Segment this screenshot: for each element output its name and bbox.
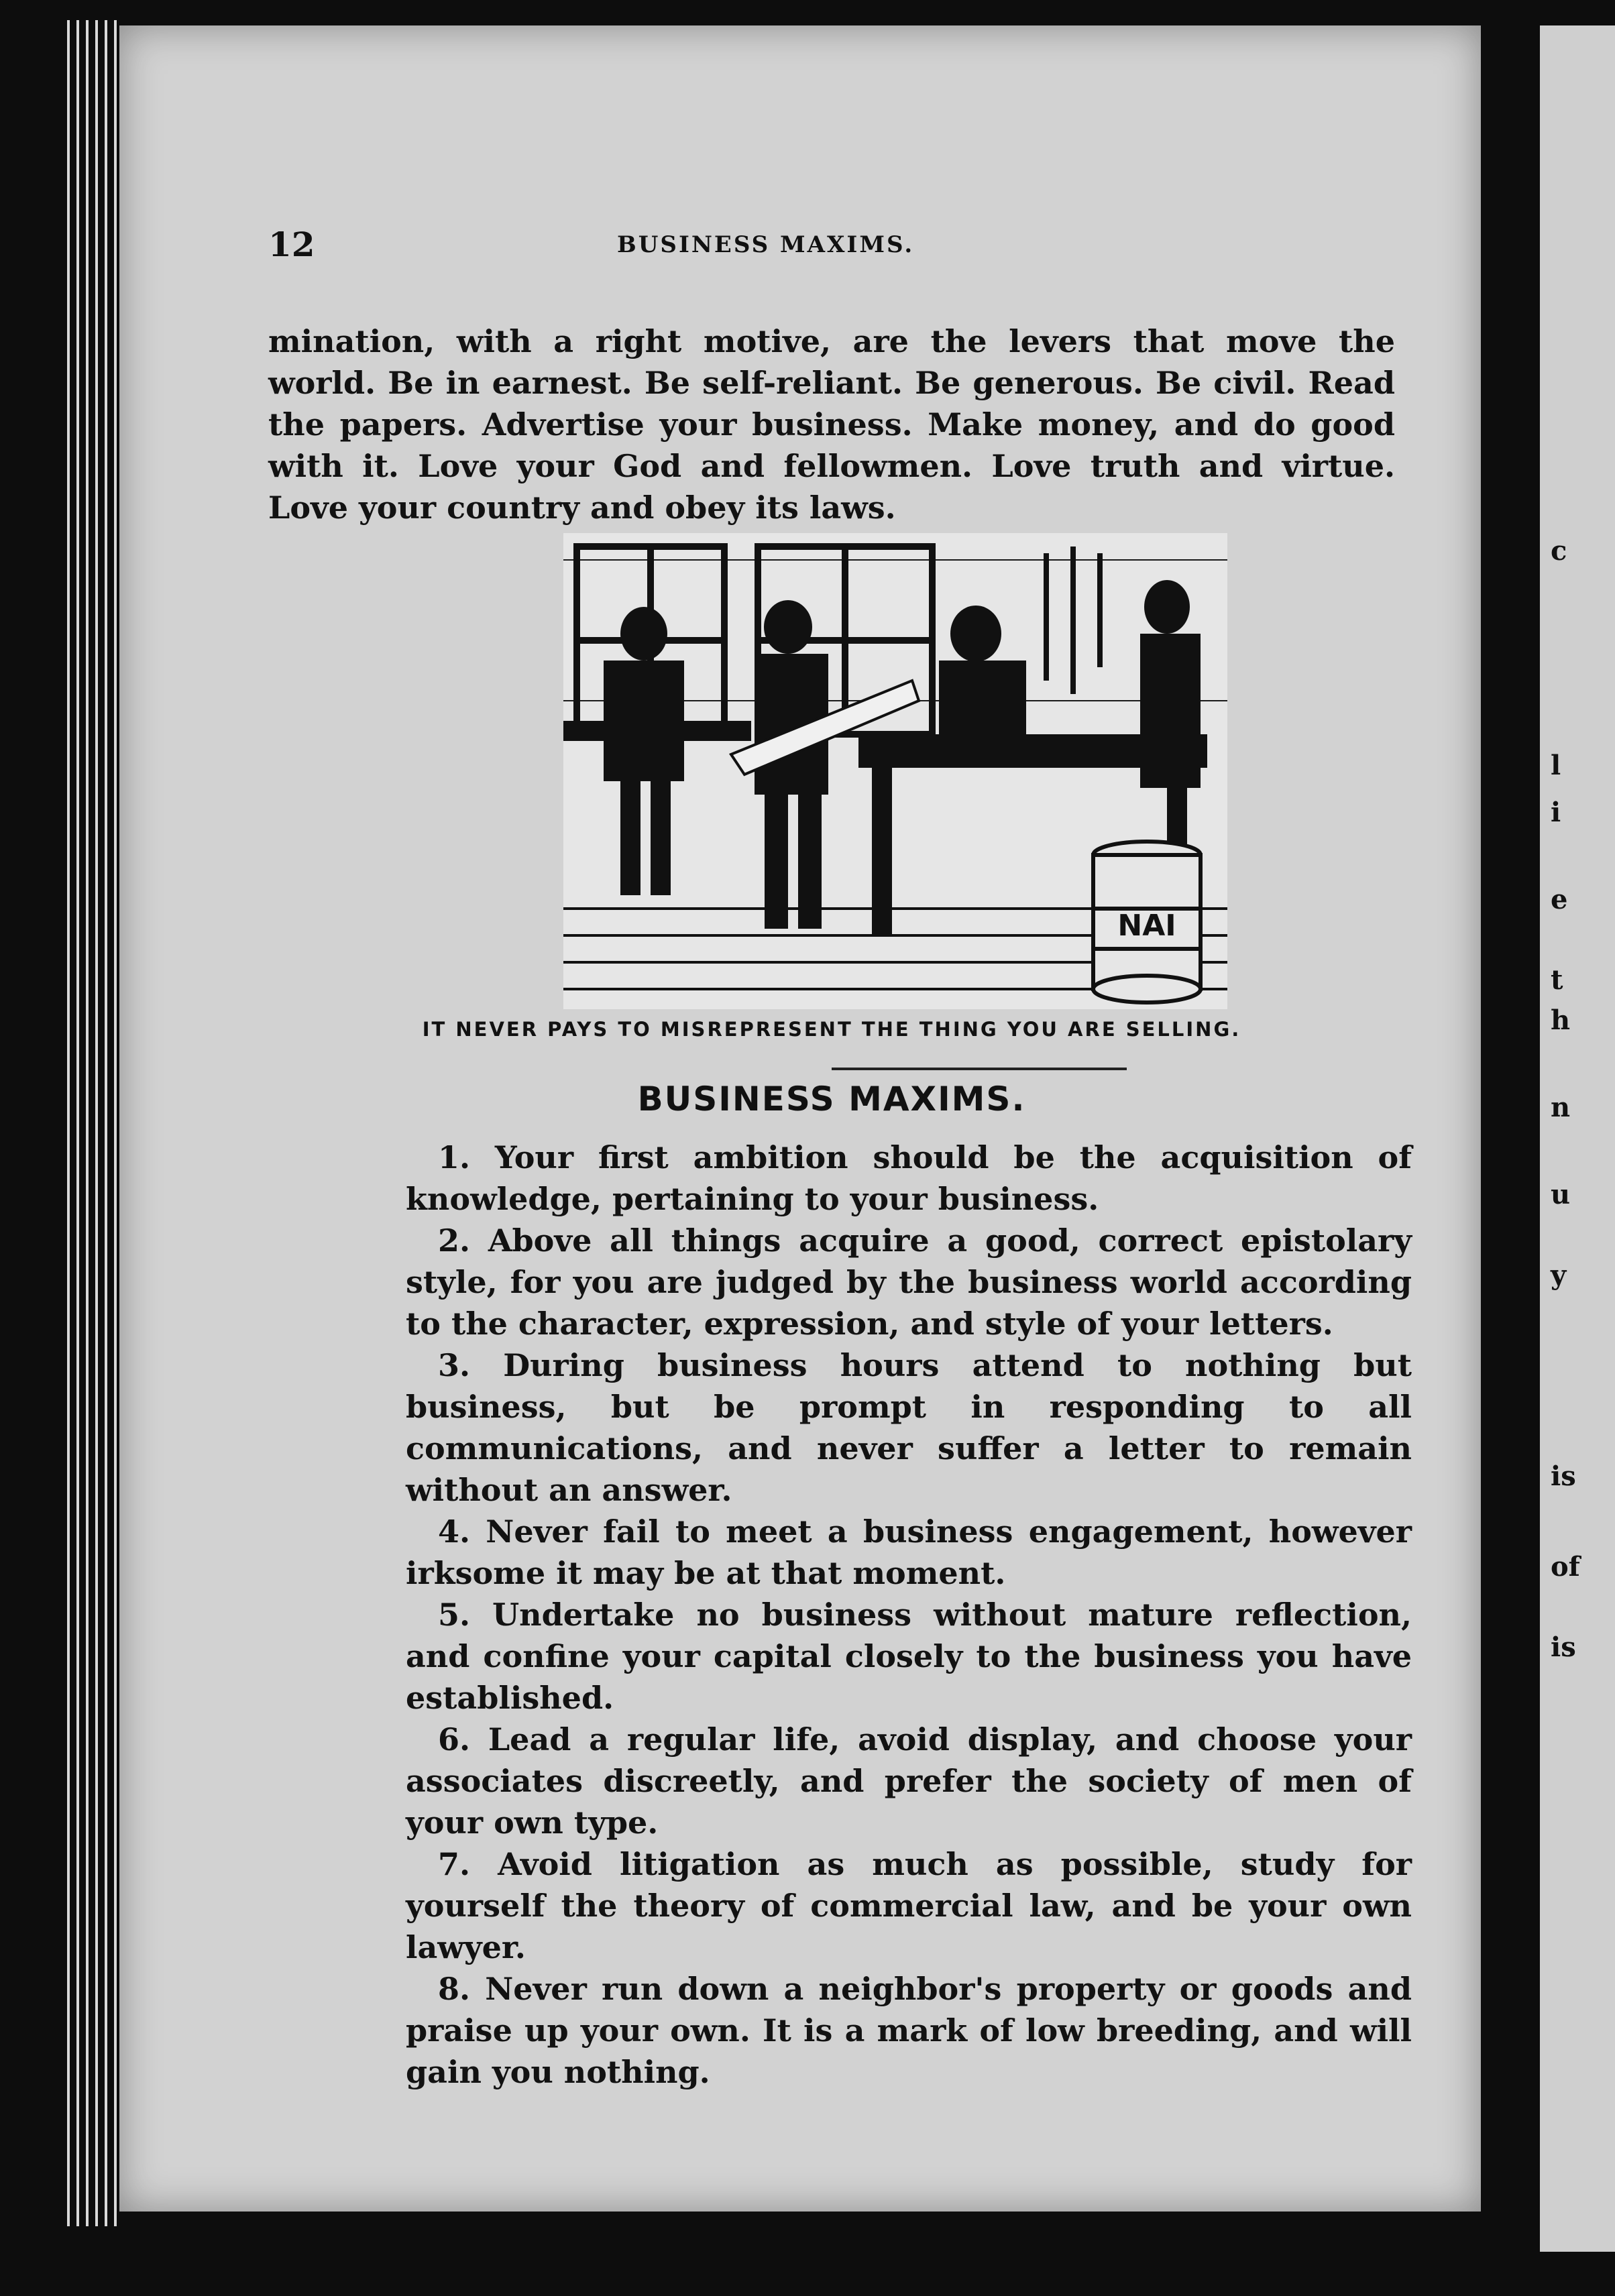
facing-page-fragment: l [1551, 750, 1561, 781]
maxim-item: 4. Never fail to meet a business engagement, however irksome it may be at that moment. [406, 1513, 1412, 1591]
facing-page-fragment: i [1551, 797, 1561, 828]
facing-page-edge [1540, 25, 1615, 2252]
facing-page-fragment: e [1551, 884, 1568, 915]
maxim-item: 7. Avoid litigation as much as possible, study for yourself the theory of commercial law, and be your own lawyer. [406, 1846, 1412, 1965]
facing-page-fragment: is [1551, 1631, 1576, 1663]
facing-page-fragment: y [1551, 1259, 1567, 1291]
page-number: 12 [268, 225, 315, 264]
facing-page-fragment: n [1551, 1092, 1571, 1123]
running-title: BUSINESS MAXIMS. [617, 231, 915, 258]
maxim-item: 5. Undertake no business without mature reflection, and confine your capital closely to the business you have established. [406, 1597, 1412, 1716]
maxim-item: 3. During business hours attend to nothing but business, but be prompt in responding to all communications, and never suffer a letter to remain without an answer. [406, 1347, 1412, 1508]
workshop-engraving [563, 533, 1227, 1009]
maxim-item: 8. Never run down a neighbor's property or goods and praise up your own. It is a mark of low breeding, and will gain you nothing. [406, 1971, 1412, 2090]
facing-page-fragment: u [1551, 1179, 1571, 1210]
facing-page-fragment: t [1551, 964, 1563, 996]
barrel-label: NAI [1117, 909, 1176, 943]
maxim-item: 1. Your first ambition should be the acquisition of knowledge, pertaining to your business. [406, 1139, 1412, 1217]
section-title: BUSINESS MAXIMS. [637, 1080, 1026, 1118]
illustration-caption: IT NEVER PAYS TO MISREPRESENT THE THING YOU ARE SELLING. [422, 1018, 1241, 1041]
facing-page-fragment: c [1551, 535, 1567, 567]
running-head [0, 225, 1615, 265]
section-divider [832, 1068, 1127, 1070]
book-gutter [1481, 0, 1540, 2296]
maxim-item: 2. Above all things acquire a good, correct epistolary style, for you are judged by the business world according to the character, expression, and style of your letters. [406, 1222, 1412, 1342]
maxim-item: 6. Lead a regular life, avoid display, and choose your associates discreetly, and prefer the society of men of your own type. [406, 1721, 1412, 1841]
facing-page-fragment: h [1551, 1005, 1571, 1036]
facing-page-fragment: is [1551, 1460, 1576, 1492]
maxims-list [406, 1137, 1412, 2093]
intro-paragraph: mination, with a right motive, are the levers that move the world. Be in earnest. Be self-reliant. Be generous. Be civil. Read the papers. Advertise your business. Make money, and do good with it. Love your God and fellowmen. Love truth and virtue. Love your country and obey its laws. [268, 323, 1395, 526]
facing-page-fragment: of [1551, 1551, 1580, 1583]
